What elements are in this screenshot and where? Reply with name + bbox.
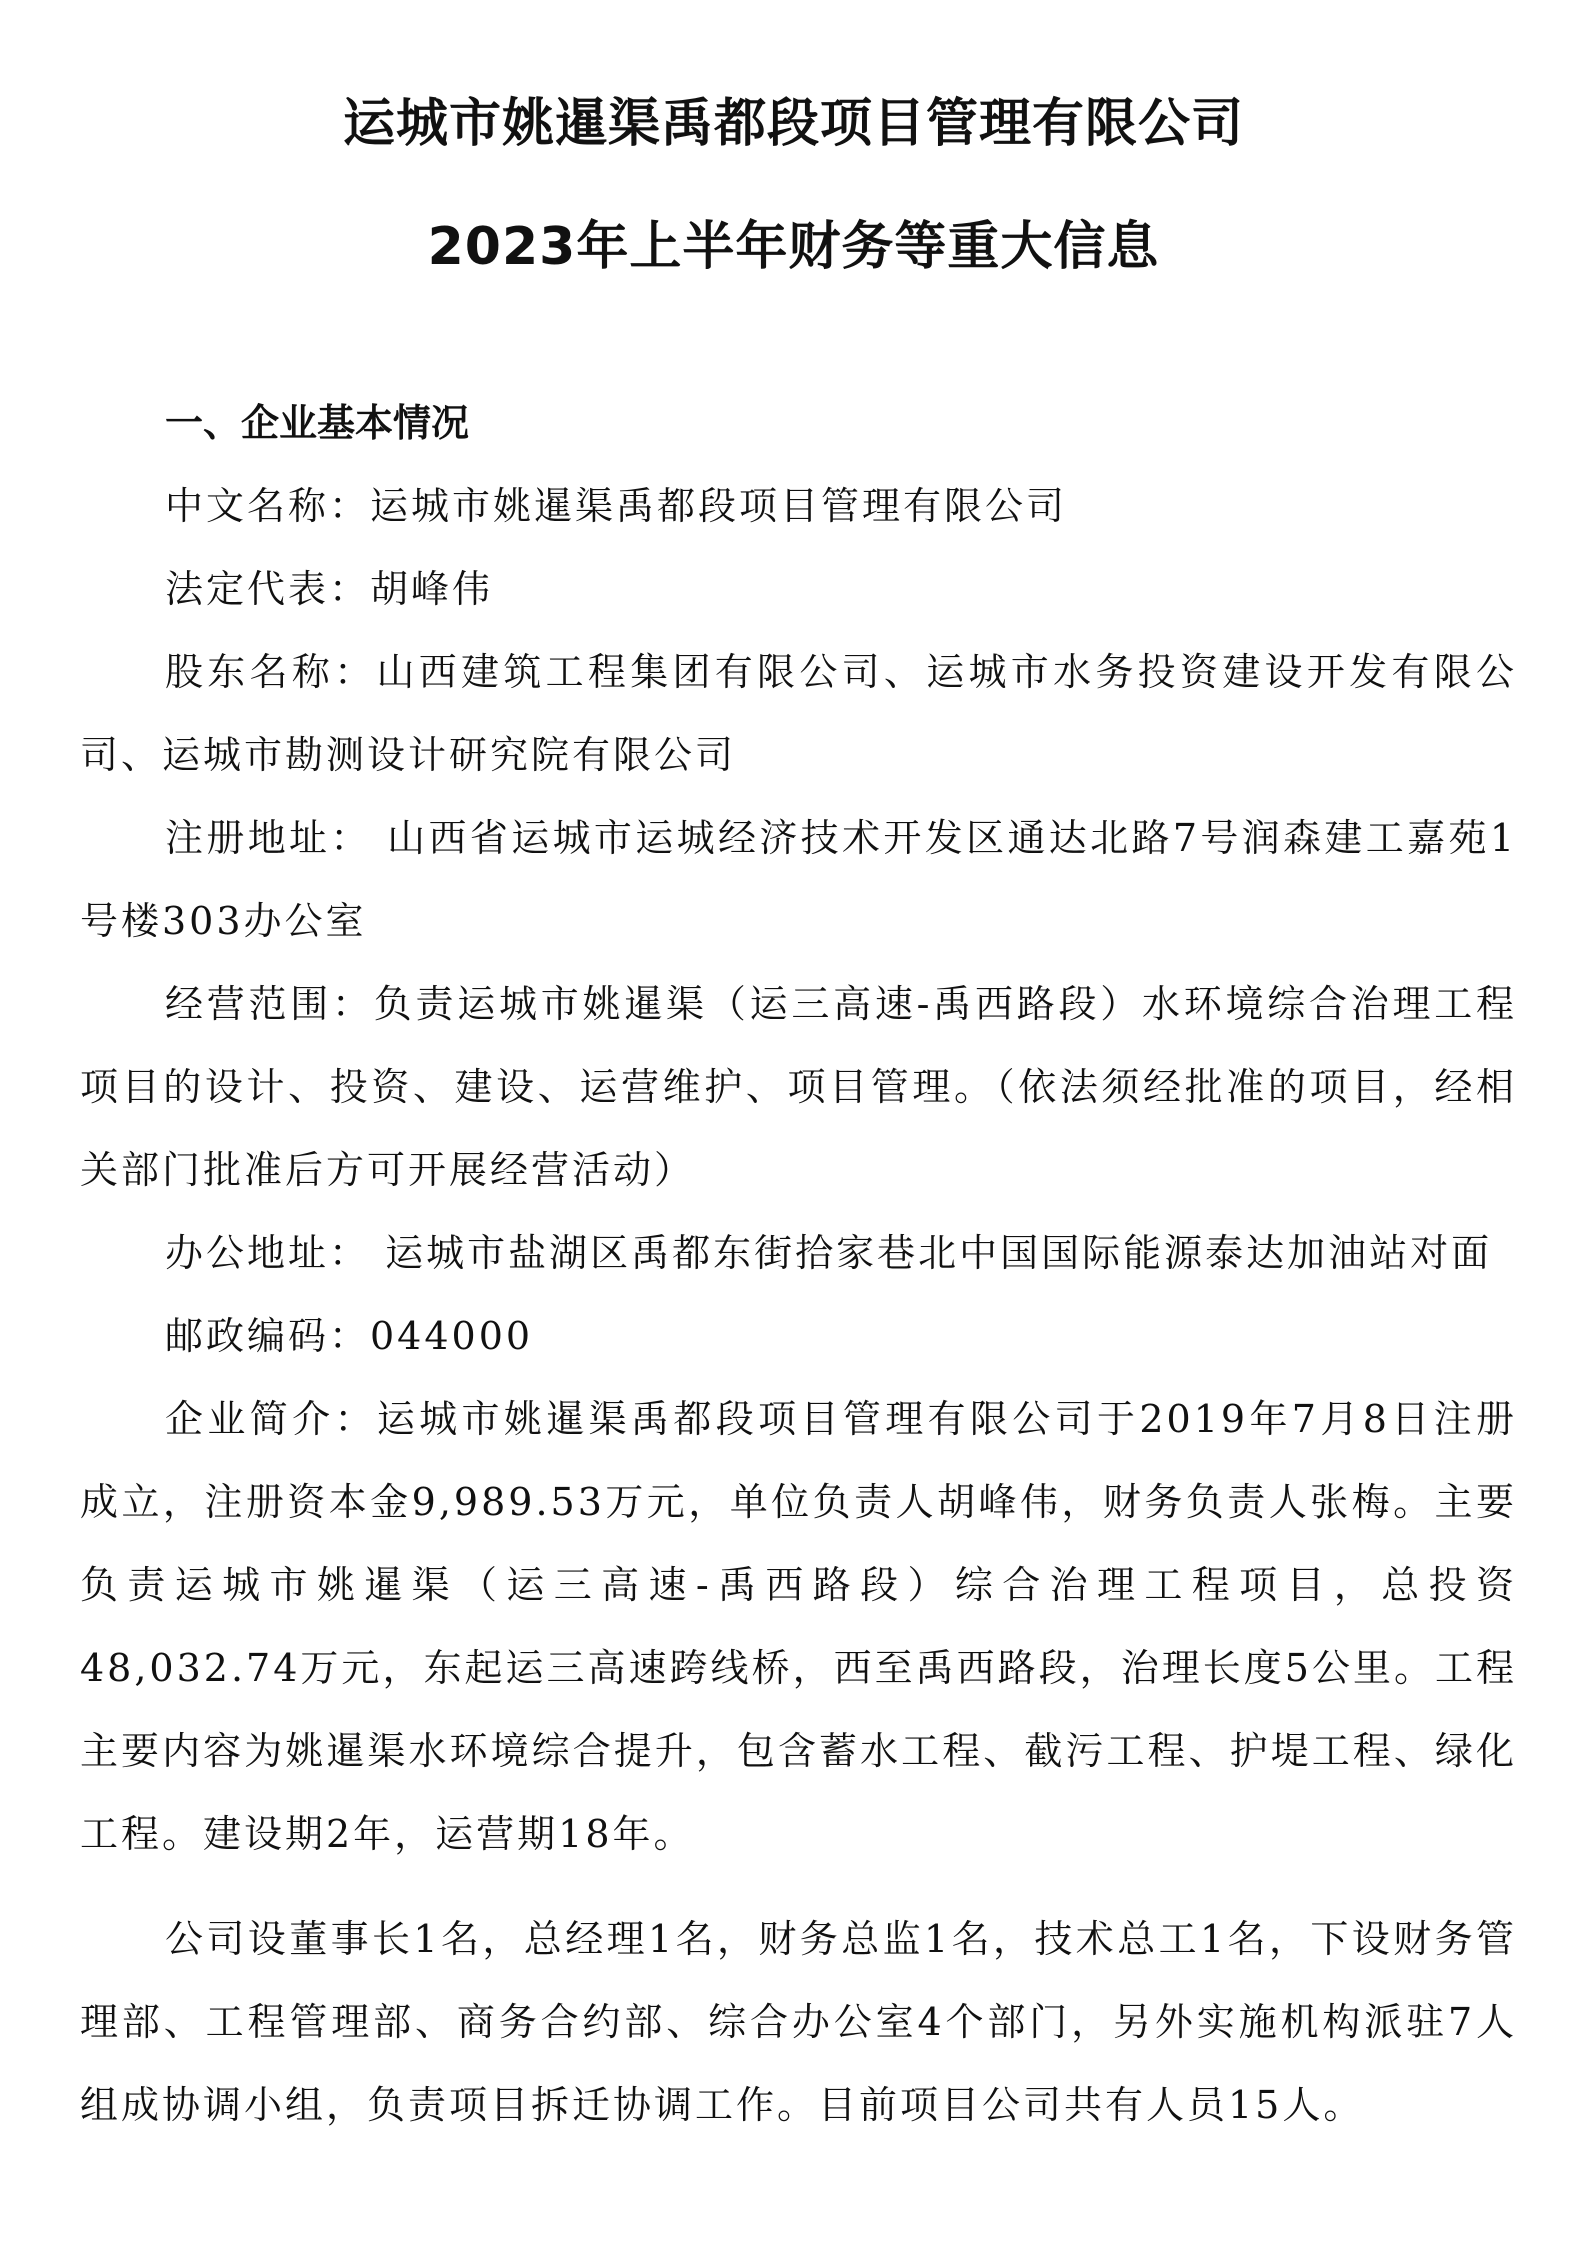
section-heading-basic-info: 一、企业基本情况 [165, 401, 470, 445]
document-body [80, 382, 1517, 2147]
field-company-profile: 企业简介：运城市姚暹渠禹都段项目管理有限公司于2019年7月8日注册成立，注册资本金9,989.53万元，单位负责人胡峰伟，财务负责人张梅。主要负责运城市姚暹渠（运三高速-禹西路段）综合治理工程项目，总投资48,032.74万元，东起运三高速跨线桥，西至禹西路段，治理长度5公里。工程主要内容为姚暹渠水环境综合提升，包含蓄水工程、截污工程、护堤工程、绿化工程。建设期2年，运营期18年。 [80, 1397, 1517, 1856]
field-shareholders: 股东名称：山西建筑工程集团有限公司、运城市水务投资建设开发有限公司、运城市勘测设计研究院有限公司 [80, 650, 1517, 777]
field-postal-code: 邮政编码：044000 [165, 1314, 534, 1358]
field-chinese-name: 中文名称：运城市姚暹渠禹都段项目管理有限公司 [165, 484, 1068, 528]
field-organization: 公司设董事长1名，总经理1名，财务总监1名，技术总工1名，下设财务管理部、工程管理部、商务合约部、综合办公室4个部门，另外实施机构派驻7人组成协调小组，负责项目拆迁协调工作。目前项目公司共有人员15人。 [80, 1917, 1517, 2127]
field-business-scope: 经营范围：负责运城市姚暹渠（运三高速-禹西路段）水环境综合治理工程项目的设计、投资、建设、运营维护、项目管理。（依法须经批准的项目，经相关部门批准后方可开展经营活动） [80, 982, 1517, 1192]
field-legal-representative: 法定代表：胡峰伟 [165, 567, 494, 611]
document-title-line1: 运城市姚暹渠禹都段项目管理有限公司 [342, 94, 1244, 154]
document-title-line2: 2023年上半年财务等重大信息 [427, 217, 1160, 277]
field-registered-address: 注册地址： 山西省运城市运城经济技术开发区通达北路7号润森建工嘉苑1号楼303办公室 [80, 816, 1517, 943]
field-office-address: 办公地址： 运城市盐湖区禹都东街拾家巷北中国国际能源泰达加油站对面 [165, 1231, 1493, 1275]
